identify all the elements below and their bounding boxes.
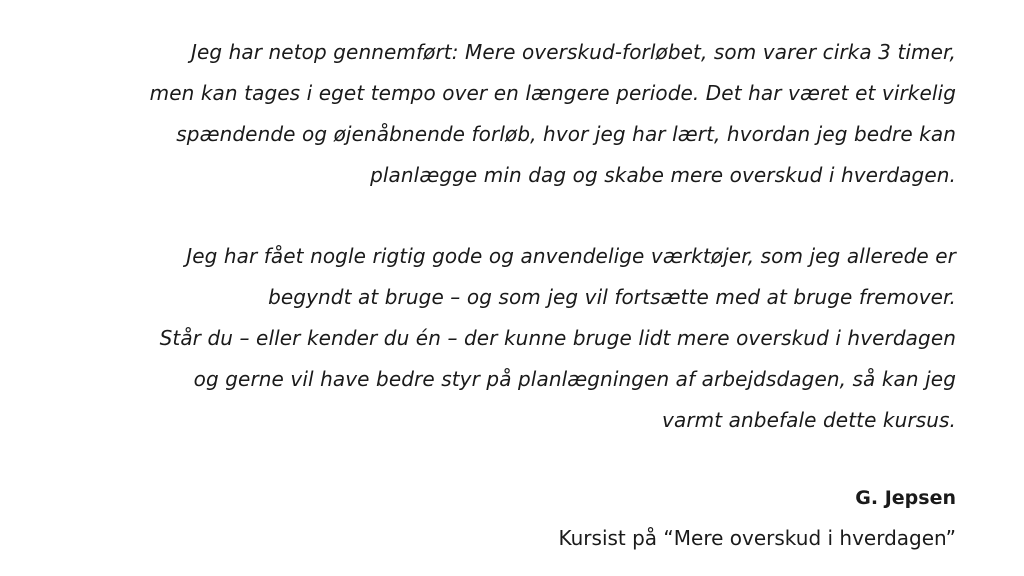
testimonial-paragraph-1: [40, 32, 956, 196]
signature-spacer: [40, 441, 956, 478]
text-line: Jeg har fået nogle rigtig gode og anvendelige værktøjer, som jeg allerede er: [186, 244, 956, 268]
text-line: planlægge min dag og skabe mere overskud i hverdagen.: [370, 163, 956, 187]
text-line: spændende og øjenåbnende forløb, hvor jeg har lært, hvordan jeg bedre kan: [176, 122, 956, 146]
testimonial-paragraph-2: [40, 236, 956, 441]
testimonial-block: [40, 32, 956, 558]
text-line: begyndt at bruge – og som jeg vil fortsætte med at bruge fremover.: [268, 285, 956, 309]
author-role: Kursist på “Mere overskud i hverdagen”: [558, 526, 956, 550]
paragraph-spacer: [40, 196, 956, 236]
author-name: G. Jepsen: [855, 487, 956, 509]
text-line: Jeg har netop gennemført: Mere overskud-forløbet, som varer cirka 3 timer,: [190, 40, 956, 64]
text-line: Står du – eller kender du én – der kunne bruge lidt mere overskud i hverdagen: [159, 326, 956, 350]
text-line: men kan tages i eget tempo over en længere periode. Det har været et virkelig: [149, 81, 956, 105]
text-line: og gerne vil have bedre styr på planlægningen af arbejdsdagen, så kan jeg: [193, 367, 956, 391]
text-line: varmt anbefale dette kursus.: [662, 408, 956, 432]
